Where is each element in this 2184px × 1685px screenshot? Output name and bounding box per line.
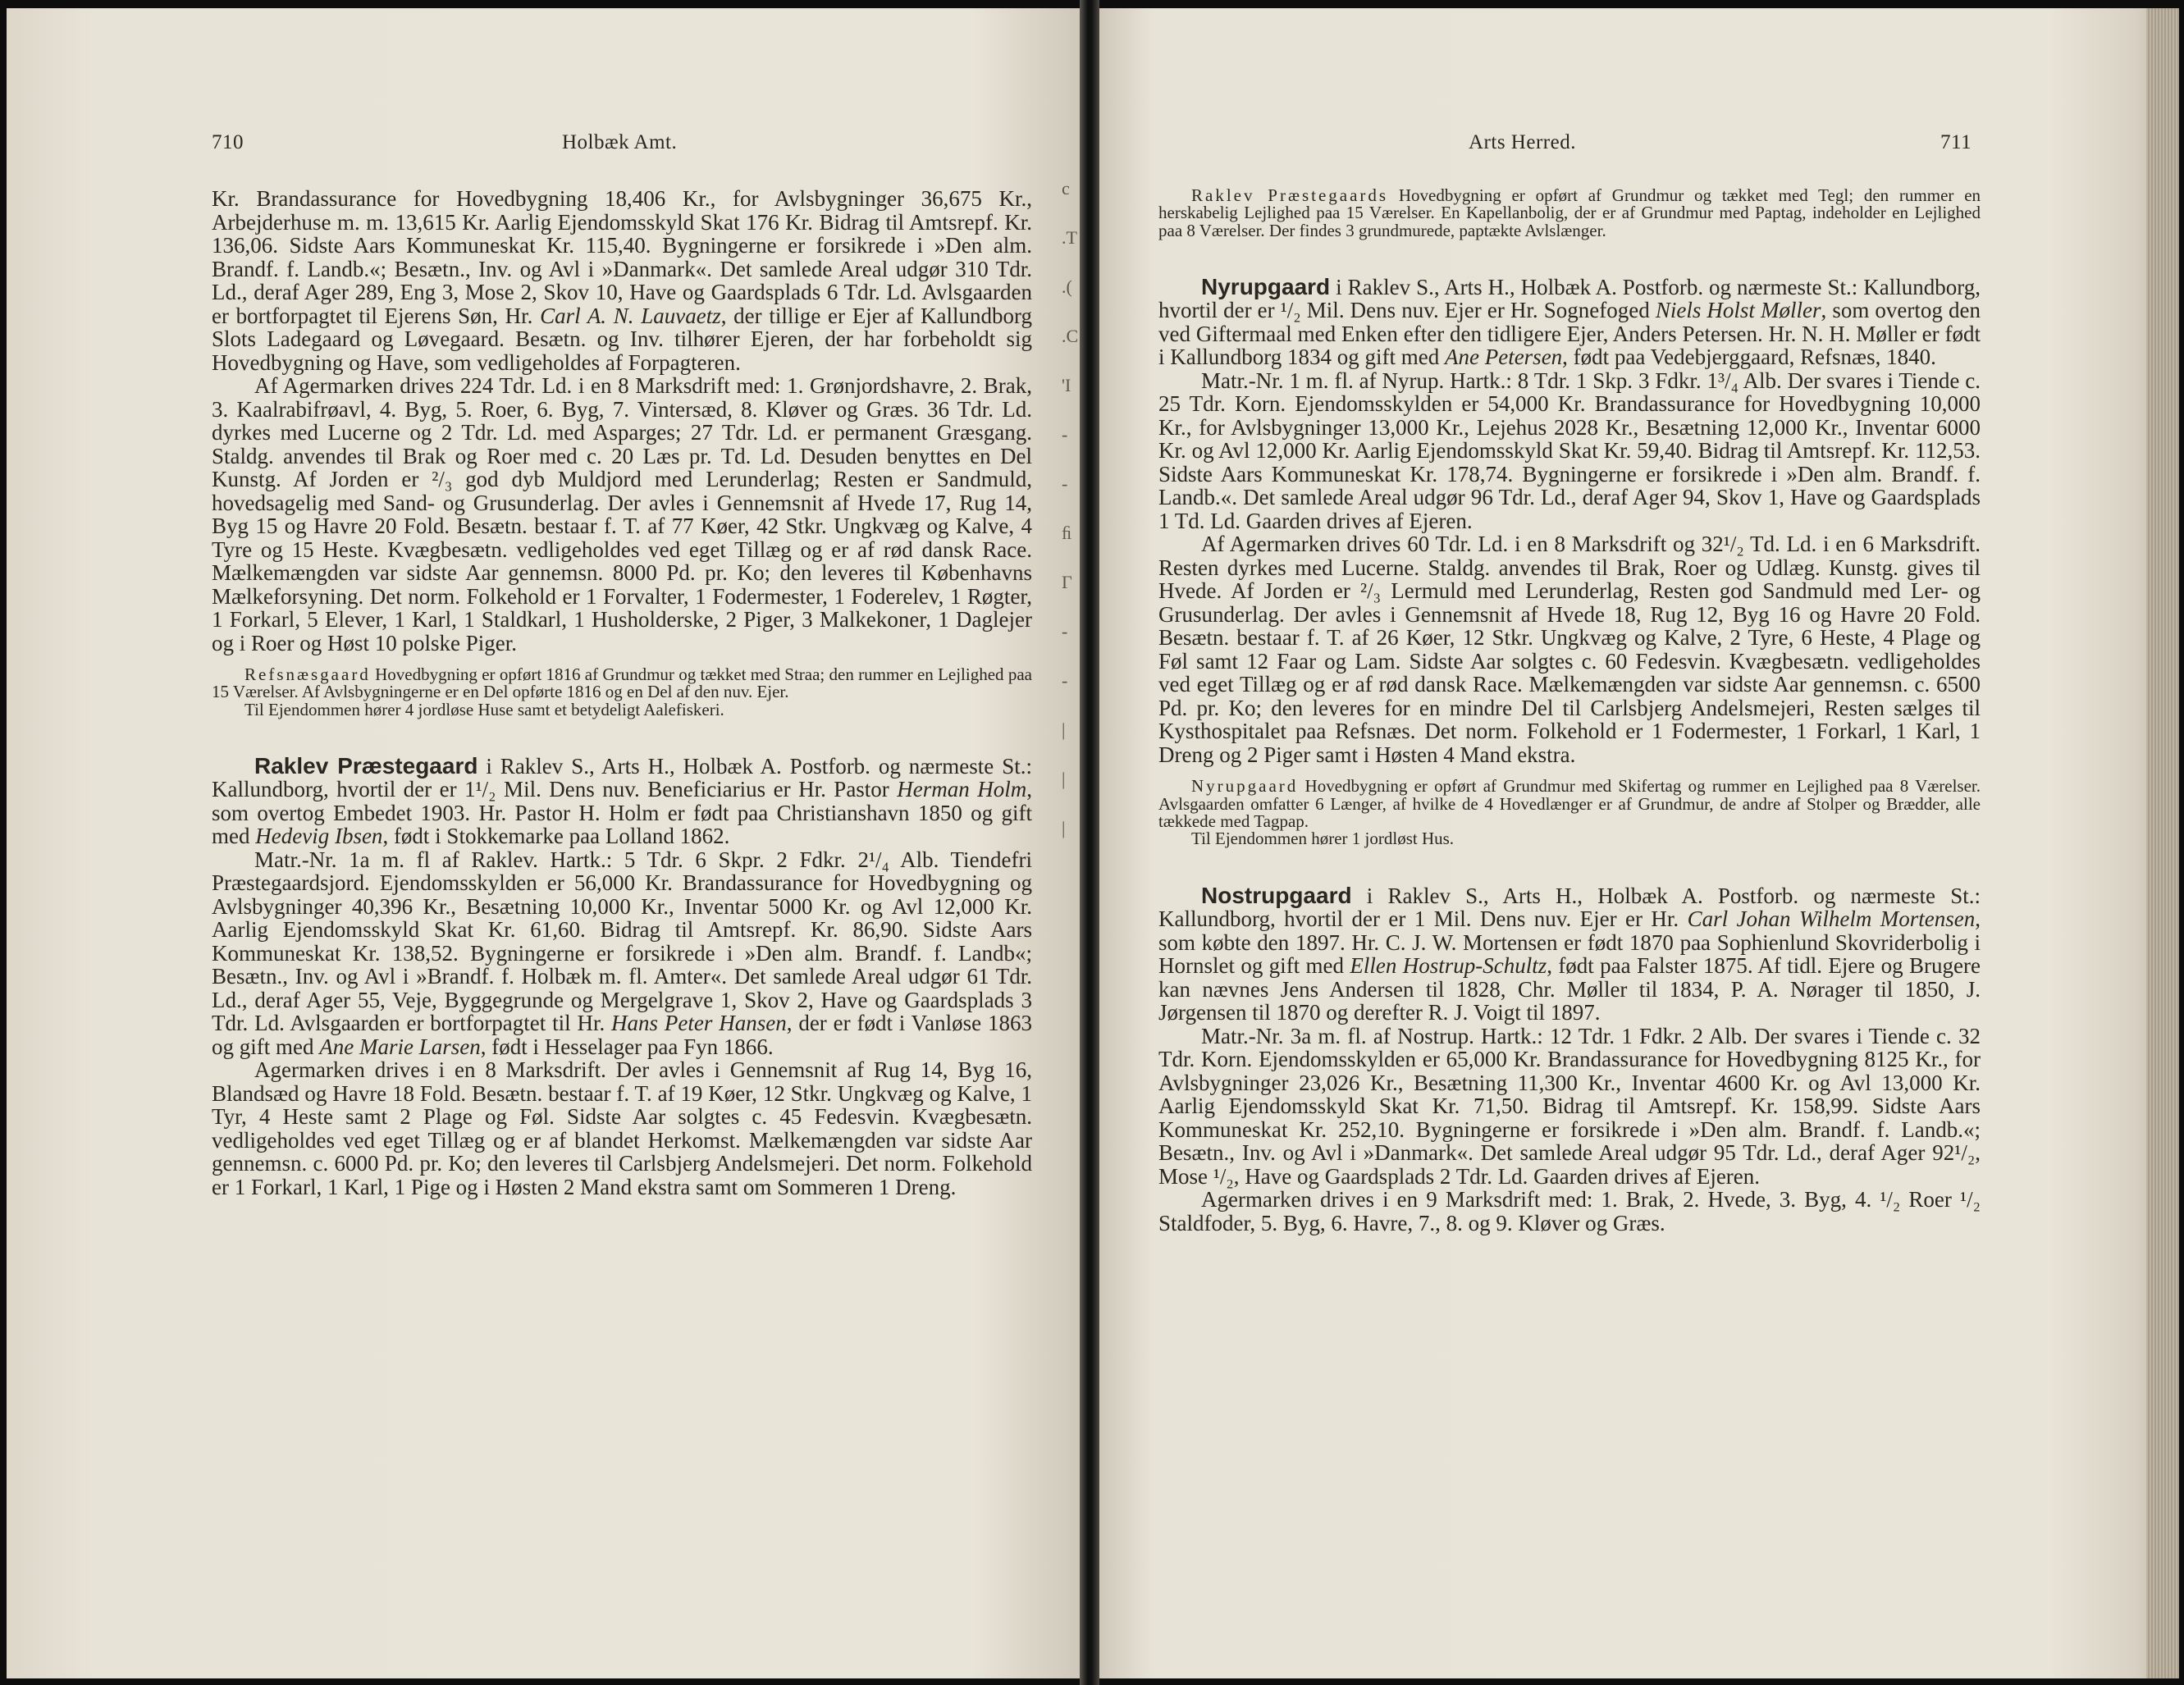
text-run: , som overtog den ved Giftermaal med Enken efter den tidligere Ejer, Anders Petersen. Hr. N. H. Møller er født i Kallundborg 1834 og gift med [1158, 298, 1981, 370]
person-name: Ane Petersen [1444, 345, 1563, 370]
note-paragraph [1158, 778, 1981, 830]
text-run: Matr.-Nr. 1a m. fl af Raklev. Hartk.: 5 Tdr. 6 Skpr. 2 Fdkr. 2¹/₄ Alb. Tiendefri Præstegaardsjord. Ejendomsskylden er 56,000 Kr. Brandassurance for Hovedbygning og Avlsbygninger 40,396 Kr., Besætning 10,000 Kr., Inventar 5000 Kr. og Avl 12,000 Kr. Aarlig Ejendomsskyld Skat Kr. 61,60. Bidrag til Amtsrepf. Kr. 86,90. Sidste Aars Kommuneskat Kr. 138,52. Bygningerne er forsikrede i »Den alm. Brandf. f. Landb«; Besætn., Inv. og Avl i »Brandf. f. Holbæk m. fl. Amter«. Det samlede Areal udgør 61 Tdr. Ld., deraf Ager 55, Veje, Byggegrunde og Mergelgrave 1, Skov 2, Have og Gaardsplads 3 Tdr. Ld. Avlsgaarden er bortforpagtet til Hr. [212, 847, 1032, 1036]
margin-bleed-text: c .T .( .C 'I - - ﬁ Γ - - | | | [1062, 178, 1079, 838]
text-run: , som overtog Embedet 1903. Hr. Pastor H. Holm er født paa Christianshavn 1850 og gift med [212, 777, 1032, 849]
text-run: , der tillige er Ejer af Kallundborg Slots Ladegaard og Løvegaard. Besætn. og Inv. tilhører Ejeren, der har forbeholdt sig Hovedbygning og Have, som vedligeholdes af Forpagteren. [212, 303, 1033, 375]
right-page [1099, 8, 2179, 1678]
note-paragraph [212, 666, 1032, 701]
paragraph: Matr.-Nr. 1 m. fl. af Nyrup. Hartk.: 8 Tdr. 1 Skp. 3 Fdkr. 1³/₄ Alb. Der svares i Tiende c. 25 Tdr. Korn. Ejendomsskylden er 54,000 Kr. Brandassurance for Hovedbygning 10,000 Kr., for Avlsbygninger 13,000 Kr., Lejehus 2028 Kr., Besætning 12,000 Kr., Inventar 6000 Kr. og Avl 12,000 Kr. Aarlig Ejendomsskyld Skat Kr. 59,40. Bidrag til Amtsrepf. Kr. 112,53. Sidste Aars Kommuneskat Kr. 178,74. Bygningerne er forsikrede i »Den alm. Brandf. f. Landb.«. Det samlede Areal udgør 96 Tdr. Ld., deraf Ager 94, Skov 1, Have og Gaardsplads 1 Td. Ld. Gaarden drives af Ejeren. [1158, 368, 1981, 533]
text-run: Hovedbygning er opført 1816 af Grundmur og tækket med Straa; den rummer en Lejlighed paa 15 Værelser. Af Avlsbygningerne er en Del opførte 1816 og en Del af den nuv. Ejer. [212, 664, 1032, 702]
text-run: i Raklev S., Arts H., Holbæk A. Postforb. og nærmeste St.: Kallundborg, hvortil der er ¹/₂ Mil. Dens nuv. Ejer er Hr. Sognefoged [1158, 274, 1981, 323]
running-header: Holbæk Amt. [562, 131, 678, 153]
person-name: Herman Holm [897, 777, 1027, 802]
paragraph: Af Agermarken drives 224 Tdr. Ld. i en 8 Marksdrift med: 1. Grønjordshavre, 2. Brak, 3. Kaalrabifrøavl, 4. Byg, 5. Roer, 6. Byg, 7. Vintersæd, 8. Kløver og Græs. 36 Tdr. Ld. dyrkes med Lucerne og 2 Tdr. Ld. med Asparges; 27 Tdr. Ld. er permanent Græsgang. Staldg. anvendes til Brak og Roer med c. 20 Læs pr. Td. Ld. Desuden benyttes en Del Kunstg. Af Jorden er ²/₃ god dyb Muldjord med Lerunderlag; Resten er Sandmuld, hovedsagelig med Sand- og Grusunderlag. Der avles i Gennemsnit af Hvede 17, Rug 14, Byg 15 og Havre 20 Fold. Besætn. bestaar f. T. af 77 Køer, 42 Stkr. Ungkvæg og Kalve, 4 Tyre og 15 Heste. Kvægbesætn. vedligeholdes ved eget Tillæg og er af rød dansk Race. Mælkemængden var sidste Aar gennemsn. 8000 Pd. pr. Ko; den leveres til Københavns Mælkeforsyning. Det norm. Folkehold er 1 Forvalter, 1 Fodermester, 1 Foderelev, 1 Røgter, 1 Forkarl, 5 Elever, 1 Karl, 1 Staldkarl, 1 Husholderske, 2 Piger, 3 Malkekoner, 1 Daglejer og i Roer og Høst 10 polske Piger. [212, 373, 1032, 655]
person-name: Carl Johan Wilhelm Mortensen [1687, 906, 1976, 932]
entry-nyrup [1158, 273, 1981, 370]
entry-raklev [212, 752, 1032, 849]
page-number: 710 [212, 131, 244, 153]
text-run: i Raklev S., Arts H., Holbæk A. Postforb. og nærmeste St.: Kallundborg, hvortil der er 1 Mil. Dens nuv. Ejer er Hr. [1158, 883, 1981, 932]
person-name: Niels Holst Møller [1655, 298, 1821, 323]
text-run: , født paa Falster 1875. Af tidl. Ejere og Brugere kan nævnes Jens Andersen til 1828, Chr. Møller til 1834, P. A. Nørager til 1850, J. Jørgensen til 1870 og derefter R. J. Voigt til 1897. [1158, 953, 1981, 1025]
text-run: Hovedbygning er opført af Grundmur og tækket med Tegl; den rummer en herskabelig Lejlighed paa 15 Værelser. En Kapellanbolig, der er af Grundmur med Paptag, indeholder en Lejlighed paa 8 Værelser. Der findes 3 grundmurede, paptækte Avlslænger. [1158, 185, 1981, 240]
text-run: i Raklev S., Arts H., Holbæk A. Postforb. og nærmeste St.: Kallundborg, hvortil der er 1¹/₂ Mil. Dens nuv. Beneficiarius er Hr. Pastor [212, 753, 1032, 802]
person-name: Ellen Hostrup-Schultz [1350, 953, 1547, 979]
paragraph [212, 187, 1032, 374]
left-page-text [212, 187, 1032, 1199]
book-gutter [1080, 0, 1099, 1685]
paragraph: Af Agermarken drives 60 Tdr. Ld. i en 8 Marksdrift og 32¹/₂ Td. Ld. i en 6 Marksdrift. Resten dyrkes med Lucerne. Staldg. anvendes til Brak, Roer og Udlæg. Kunstg. gives til Hvede. Af Jorden er ²/₃ Lermuld med Lerunderlag, Resten god Sandmuld med Ler- og Grusunderlag. Der avles i Gennemsnit af Hvede 18, Rug 12, Byg 16 og Havre 20 Fold. Besætn. bestaar f. T. af 26 Køer, 12 Stkr. Ungkvæg og Kalve, 2 Tyre, 6 Heste, 4 Plage og Føl samt 12 Faar og Lam. Sidste Aar solgtes c. 60 Fedesvin. Kvægbesætn. vedligeholdes ved eget Tillæg og er af rød dansk Race. Mælkemængden var sidste Aar gennemsn. c. 6500 Pd. pr. Ko; den leveres for en mindre Del til Carlsbjerg Andelsmejeri, Resten sælges til Kysthospitalet paa Refsnæs. Det norm. Folkehold er 1 Fodermester, 1 Forkarl, 1 Karl, 1 Dreng og 2 Piger samt i Høsten 4 Mand ekstra. [1158, 532, 1981, 767]
text-run: , født paa Vedebjerggaard, Refsnæs, 1840. [1562, 345, 1936, 370]
text-run: , som købte den 1897. Hr. C. J. W. Mortensen er født 1870 paa Sophienlund Skovriderbolig i Hornslet og gift med [1158, 906, 1981, 979]
estate-name: Nyrupgaard [1191, 776, 1299, 797]
text-run: , født i Stokkemarke paa Lolland 1862. [382, 824, 730, 849]
entry-title: Raklev Præstegaard [254, 752, 478, 779]
person-name: Ane Marie Larsen [319, 1034, 481, 1059]
text-run: , født i Hesselager paa Fyn 1866. [480, 1034, 774, 1059]
estate-name: Refsnæsgaard [244, 664, 371, 684]
paragraph: Agermarken drives i en 9 Marksdrift med: 1. Brak, 2. Hvede, 3. Byg, 4. ¹/₂ Roer ¹/₂ Staldfoder, 5. Byg, 6. Havre, 7., 8. og 9. Kløver og Græs. [1158, 1187, 1981, 1235]
text-run: Hovedbygning er opført af Grundmur med Skifertag og rummer en Lejlighed paa 8 Værelser. Avlsgaarden omfatter 6 Længer, af hvilke de 4 Hovedlænger er af Grundmur, de andre af Stolper og Brædder, alle tækkede med Tagpap. [1158, 776, 1981, 831]
note-paragraph [1158, 187, 1981, 240]
note-paragraph: Til Ejendommen hører 1 jordløst Hus. [1191, 829, 1455, 849]
paragraph: Matr.-Nr. 3a m. fl. af Nostrup. Hartk.: 12 Tdr. 1 Fdkr. 2 Alb. Der svares i Tiende c. 32 Tdr. Korn. Ejendomsskylden er 65,000 Kr. Brandassurance for Hovedbygning 8125 Kr., for Avlsbygninger 23,026 Kr., Besætning 11,300 Kr., Inventar 4600 Kr. og Avl 13,000 Kr. Aarlig Ejendomsskyld Skat Kr. 71,50. Bidrag til Amtsrepf. Kr. 158,99. Sidste Aars Kommuneskat Kr. 252,10. Bygningerne er forsikrede i »Den alm. Brandf. f. Landb.«; Besætn., Inv. og Avl i »Danmark«. Det samlede Areal udgør 95 Tdr. Ld., deraf Ager 92¹/₂, Mose ¹/₂, Have og Gaardsplads 2 Tdr. Ld. Gaarden drives af Ejeren. [1158, 1023, 1981, 1189]
right-page-text [1158, 187, 1981, 1235]
text-run: , der er født i Vanløse 1863 og gift med [212, 1011, 1032, 1059]
paragraph [212, 848, 1032, 1059]
entry-nostrup [1158, 884, 1981, 1025]
note-paragraph: Til Ejendommen hører 4 jordløse Huse samt et betydeligt Aalefiskeri. [244, 699, 724, 719]
running-header: Arts Herred. [1469, 131, 1576, 153]
estate-name: Raklev Præstegaards [1191, 185, 1389, 205]
entry-title: Nostrupgaard [1201, 882, 1352, 908]
page-edge [2146, 8, 2179, 1678]
person-name: Hans Peter Hansen [611, 1011, 787, 1036]
paragraph: Agermarken drives i en 8 Marksdrift. Der avles i Gennemsnit af Rug 14, Byg 16, Blandsæd og Havre 18 Fold. Besætn. bestaar f. T. af 19 Køer, 12 Stkr. Ungkvæg og Kalve, 1 Tyr, 4 Heste samt 2 Plage og Føl. Sidste Aar solgtes c. 45 Fedesvin. Kvægbesætn. vedligeholdes ved eget Tillæg og er af blandet Herkomst. Mælkemængden var sidste Aar gennemsn. c. 6000 Pd. pr. Ko; den leveres til Carlsbjerg Andelsmejeri. Det norm. Folkehold er 1 Forkarl, 1 Karl, 1 Pige og i Høsten 2 Mand ekstra samt om Sommeren 1 Dreng. [212, 1057, 1032, 1199]
entry-title: Nyrupgaard [1201, 273, 1331, 299]
left-page [7, 8, 1080, 1678]
person-name: Hedevig Ibsen [255, 824, 383, 849]
text-run: Kr. Brandassurance for Hovedbygning 18,406 Kr., for Avlsbygninger 36,675 Kr., Arbejderhuse m. m. 13,615 Kr. Aarlig Ejendomsskyld Skat 176 Kr. Bidrag til Amtsrepf. Kr. 136,06. Sidste Aars Kommuneskat Kr. 115,40. Bygningerne er forsikrede i »Den alm. Brandf. f. Landb.«; Besætn., Inv. og Avl i »Danmark«. Det samlede Areal udgør 310 Tdr. Ld., deraf Ager 289, Eng 3, Mose 2, Skov 10, Have og Gaardsplads 6 Tdr. Ld. Avlsgaarden er bortforpagtet til Ejerens Søn, Hr. [212, 186, 1032, 328]
page-number: 711 [1940, 131, 1972, 153]
person-name: Carl A. N. Lauvaetz [540, 303, 721, 328]
